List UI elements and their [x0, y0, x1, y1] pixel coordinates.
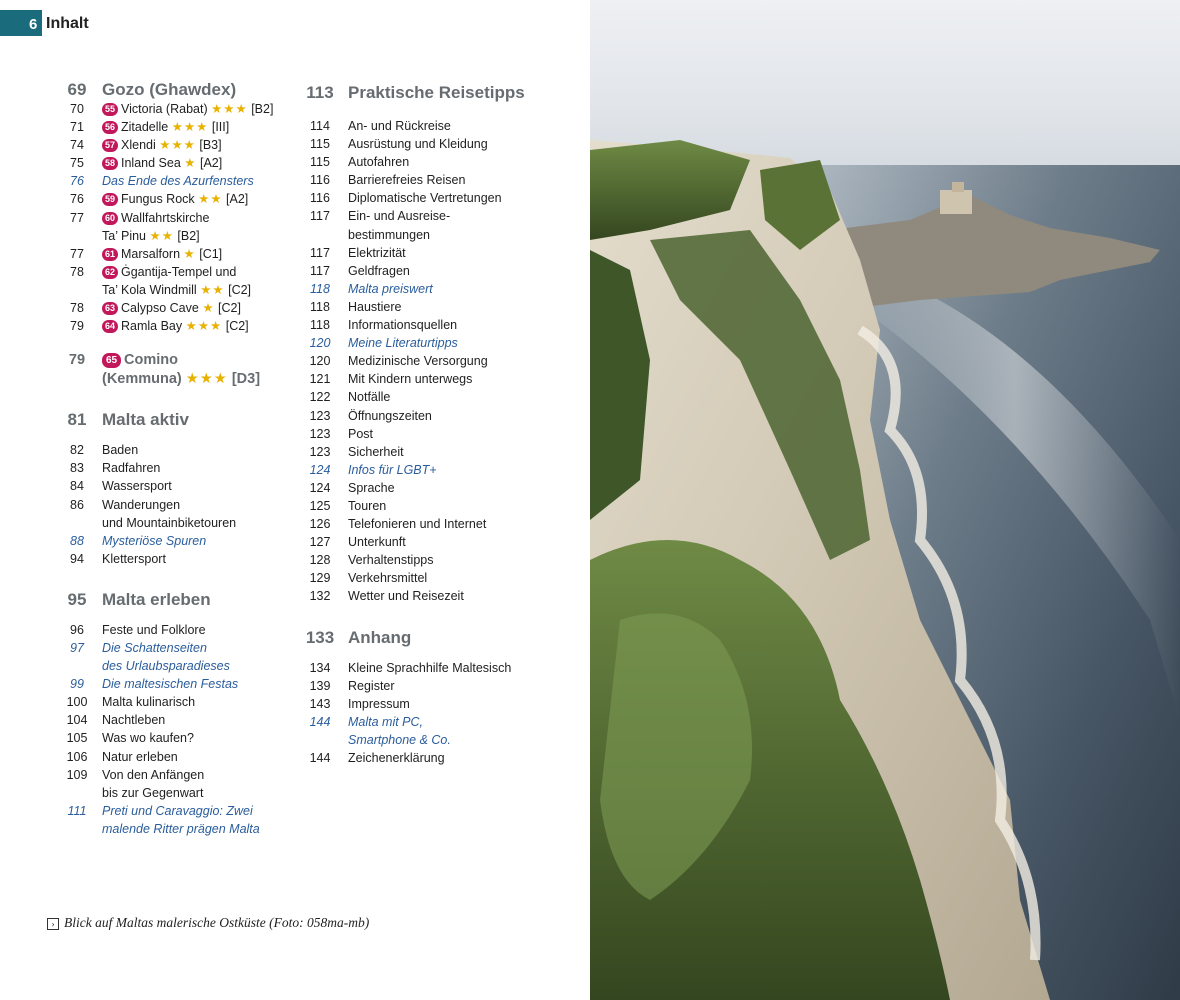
page-number: 6: [29, 16, 38, 33]
entry-title: Verhaltenstipps: [348, 553, 434, 568]
rating-stars: ★: [202, 301, 215, 316]
map-grid: [C2]: [218, 301, 241, 316]
entry-title: Xlendi: [121, 138, 156, 153]
map-grid: [B2]: [251, 102, 274, 116]
toc-entry[interactable]: [292, 659, 582, 677]
entry-title-line2: und Mountainbiketouren: [102, 515, 237, 530]
entry-page: 123: [309, 408, 331, 423]
entry-page: 129: [309, 571, 331, 586]
entry-title: Mysteriöse Spuren: [102, 533, 207, 548]
toc-entry[interactable]: [52, 748, 288, 766]
entry-title: Die maltesischen Festas: [102, 677, 239, 692]
sight-number-badge: 60: [102, 212, 118, 225]
entry-page: 121: [309, 372, 331, 387]
entry-title: Feste und Folklore: [102, 622, 206, 637]
entry-title: Sicherheit: [348, 444, 404, 459]
entry-title: Zeichenerklärung: [348, 751, 445, 765]
entry-page: 118: [310, 299, 330, 314]
distant-fort: [940, 190, 972, 214]
toc-entry[interactable]: [292, 189, 582, 207]
entry-page: 127: [309, 535, 331, 550]
sight-number-badge: 64: [102, 320, 118, 333]
toc-entry[interactable]: [52, 621, 288, 639]
rating-stars: ★: [184, 156, 197, 171]
section-title: Praktische Reisetipps: [348, 83, 525, 102]
toc-entry[interactable]: [292, 388, 582, 406]
sight-number-badge: 62: [102, 266, 118, 279]
entry-title: Mit Kindern unterwegs: [348, 372, 473, 387]
photo-caption: [47, 915, 369, 931]
toc-entry[interactable]: [52, 496, 288, 532]
toc-entry[interactable]: [52, 263, 288, 299]
rating-stars: ★★: [200, 282, 225, 297]
entry-page: 104: [66, 713, 88, 728]
entry-page: 88: [70, 533, 84, 548]
toc-entry[interactable]: [52, 459, 288, 477]
entry-page: 118: [310, 281, 330, 296]
entry-page: 70: [70, 102, 84, 116]
map-grid: [A2]: [226, 192, 249, 207]
entry-page: 143: [309, 696, 331, 711]
entry-page: 123: [309, 444, 331, 459]
toc-entry[interactable]: [292, 749, 582, 767]
entry-page: 75: [70, 156, 84, 171]
entry-page: 82: [70, 443, 84, 458]
rating-stars: ★★★: [171, 120, 209, 135]
page-title: Inhalt: [46, 15, 89, 32]
rating-stars: ★★★: [211, 102, 248, 116]
entry-title: Victoria (Rabat): [121, 102, 208, 116]
entry-title: Post: [348, 426, 374, 441]
entry-page: 99: [70, 677, 84, 692]
toc-column-right: [292, 80, 582, 767]
entry-title: Baden: [102, 443, 139, 458]
toc-section-anhang[interactable]: [292, 628, 582, 648]
entry-title: Touren: [348, 498, 387, 513]
section-title-line2: (Kemmuna): [102, 370, 182, 387]
entry-title: Notfälle: [348, 390, 391, 405]
entry-page: 84: [70, 479, 84, 494]
toc-section-praktische-reisetipps[interactable]: [292, 83, 582, 103]
section-page: 79: [68, 352, 86, 369]
section-title: Malta erleben: [102, 589, 211, 609]
entry-title-line2: malende Ritter prägen Malta: [102, 821, 260, 836]
entry-title: An- und Rückreise: [348, 119, 451, 133]
toc-section-malta-aktiv[interactable]: [52, 410, 288, 430]
entry-page: 128: [309, 553, 331, 568]
toc-entry[interactable]: [292, 479, 582, 497]
toc-entry[interactable]: [52, 729, 288, 747]
toc-entry[interactable]: [292, 171, 582, 189]
entry-page: 76: [70, 192, 84, 207]
entry-title: Unterkunft: [348, 535, 406, 550]
rating-stars: ★: [183, 246, 196, 261]
entry-title: Zitadelle: [121, 120, 169, 135]
caption-marker-icon: ›: [47, 918, 59, 930]
section-page: 95: [67, 589, 87, 609]
toc-entry[interactable]: [52, 441, 288, 459]
entry-page: 105: [66, 731, 88, 746]
entry-title: Meine Literaturtipps: [348, 336, 458, 351]
entry-title-line1: Ġgantija-Tempel und: [121, 264, 237, 279]
toc-entry-feature[interactable]: [52, 532, 288, 550]
map-grid: [B2]: [177, 228, 200, 243]
toc-entry[interactable]: [292, 244, 582, 262]
rating-stars: ★★★: [159, 138, 196, 153]
section-title: Anhang: [348, 627, 412, 647]
entry-page: 120: [309, 354, 331, 369]
entry-page: 106: [66, 749, 88, 764]
fort-tower: [952, 182, 964, 192]
map-grid: [A2]: [199, 156, 223, 171]
entry-page: 134: [309, 660, 331, 675]
entry-page: 97: [70, 640, 84, 655]
entry-title: Register: [348, 678, 395, 693]
rating-stars: ★★: [149, 228, 174, 243]
entry-page: 78: [70, 301, 84, 316]
entry-page: 115: [310, 137, 330, 152]
toc-entry[interactable]: [52, 766, 288, 802]
entry-title: Das Ende des Azurfensters: [102, 174, 254, 189]
toc-entry[interactable]: [292, 370, 582, 388]
entry-title: Ramla Bay: [121, 319, 183, 334]
toc-entry[interactable]: [292, 551, 582, 569]
entry-title: Telefonieren und Internet: [348, 517, 487, 532]
toc-entry[interactable]: [292, 533, 582, 551]
toc-section-comino[interactable]: [52, 351, 288, 388]
entry-title-line2: des Urlaubsparadieses: [102, 659, 230, 674]
toc-entry[interactable]: [292, 407, 582, 425]
toc-section-gozo[interactable]: [52, 80, 288, 100]
toc-entry[interactable]: [52, 245, 288, 263]
section-page: 69: [67, 80, 87, 99]
entry-title: Wetter und Reisezeit: [348, 589, 464, 604]
entry-title: Barrierefreies Reisen: [348, 173, 466, 188]
toc-entry-feature[interactable]: [292, 334, 582, 352]
toc-entry[interactable]: [292, 425, 582, 443]
entry-page: 124: [309, 462, 331, 477]
toc-entry[interactable]: [292, 298, 582, 316]
entry-page: 116: [310, 173, 330, 188]
entry-page: 117: [310, 263, 330, 278]
entry-title: Infos für LGBT+: [348, 462, 437, 477]
entry-title-line2: bestimmungen: [348, 227, 430, 242]
entry-page: 126: [309, 517, 331, 532]
toc-entry[interactable]: [292, 515, 582, 533]
entry-page: 132: [309, 589, 331, 604]
entry-title: Malta preiswert: [348, 281, 433, 296]
toc-entry-feature[interactable]: [292, 280, 582, 298]
map-grid: [C1]: [199, 246, 223, 261]
entry-title: Klettersport: [102, 551, 166, 566]
entry-title: Inland Sea: [121, 156, 181, 171]
entry-title-line1: Preti und Caravaggio: Zwei: [102, 803, 253, 818]
entry-title: Verkehrsmittel: [348, 571, 428, 586]
entry-page: 79: [70, 319, 84, 334]
entry-page: 74: [70, 138, 84, 153]
section-page: 133: [305, 627, 335, 647]
section-page: 113: [306, 83, 334, 102]
sight-number-badge: 59: [102, 193, 118, 206]
entry-title: Medizinische Versorgung: [348, 354, 488, 369]
toc-entry[interactable]: [52, 693, 288, 711]
sight-number-badge: 58: [102, 157, 118, 170]
toc-entry[interactable]: [292, 352, 582, 370]
toc-entry[interactable]: [52, 154, 288, 172]
entry-page: 116: [310, 191, 330, 206]
caption-text: Blick auf Maltas malerische Ostküste (Foto: 058ma-mb): [64, 915, 370, 930]
entry-page: 125: [309, 498, 331, 513]
sight-number-badge: 57: [102, 139, 118, 152]
entry-page: 77: [70, 210, 84, 225]
toc-column-left: [52, 80, 288, 838]
toc-entry[interactable]: [292, 262, 582, 280]
sight-number-badge: 55: [102, 103, 118, 116]
entry-title: Malta kulinarisch: [102, 695, 196, 710]
entry-title: Marsalforn: [121, 246, 181, 261]
coastal-cliff-photo: [590, 0, 1180, 1000]
map-grid: [D3]: [231, 370, 261, 387]
toc-entry[interactable]: [52, 711, 288, 729]
entry-page: 115: [310, 155, 330, 170]
entry-page: 124: [309, 480, 331, 495]
toc-entry[interactable]: [292, 316, 582, 334]
entry-title: Calypso Cave: [121, 301, 199, 316]
entry-title: Kleine Sprachhilfe Maltesisch: [348, 660, 512, 675]
entry-page: 123: [309, 426, 331, 441]
toc-entry[interactable]: [52, 209, 288, 245]
toc-entry[interactable]: [52, 317, 288, 335]
toc-entry-feature[interactable]: [52, 675, 288, 693]
toc-entry[interactable]: [52, 100, 288, 118]
map-grid: [C2]: [225, 319, 249, 334]
entry-page: 114: [310, 119, 330, 133]
toc-entry[interactable]: [292, 587, 582, 605]
toc-entry[interactable]: [292, 695, 582, 713]
section-page: 81: [67, 410, 87, 430]
entry-page: 78: [70, 264, 84, 279]
entry-title-line1: Ein- und Ausreise-: [348, 209, 451, 224]
section-title: Gozo (Ghawdex): [102, 80, 237, 99]
entry-title-line2: Ta’ Kola Windmill: [102, 282, 197, 297]
toc-entry[interactable]: [52, 550, 288, 568]
entry-page: 118: [310, 318, 330, 333]
entry-title: Impressum: [348, 696, 410, 711]
toc-entry[interactable]: [52, 477, 288, 495]
toc-entry-feature[interactable]: [292, 713, 582, 749]
toc-entry[interactable]: [292, 153, 582, 171]
entry-page: 117: [310, 245, 330, 260]
entry-page: 83: [70, 461, 84, 476]
toc-entry[interactable]: [292, 135, 582, 153]
entry-title: Elektrizität: [348, 245, 406, 260]
entry-page: 111: [67, 803, 87, 818]
entry-title: Natur erleben: [102, 749, 178, 764]
toc-entry[interactable]: [52, 118, 288, 136]
sight-number-badge: 61: [102, 248, 118, 261]
toc-entry-feature[interactable]: [52, 172, 288, 190]
entry-page: 139: [309, 678, 331, 693]
toc-entry[interactable]: [52, 136, 288, 154]
entry-page: 86: [70, 497, 84, 512]
entry-title: Geldfragen: [348, 263, 410, 278]
entry-title: Öffnungszeiten: [348, 408, 432, 423]
entry-page: 94: [70, 551, 84, 566]
entry-title: Nachtleben: [102, 713, 166, 728]
entry-page: 71: [70, 120, 84, 135]
entry-page: 100: [66, 695, 88, 710]
entry-title-line2: Ta’ Pinu: [102, 228, 147, 243]
entry-title-line1: Wanderungen: [102, 497, 181, 512]
entry-title: Autofahren: [348, 155, 410, 170]
toc-entry[interactable]: [292, 497, 582, 515]
entry-title-line2: Smartphone & Co.: [348, 732, 451, 747]
entry-page: 77: [70, 246, 84, 261]
entry-page: 117: [310, 209, 330, 224]
entry-page: 96: [70, 622, 84, 637]
rating-stars: ★★★: [185, 370, 228, 387]
entry-title-line1: Die Schattenseiten: [102, 640, 207, 655]
entry-title-line1: Malta mit PC,: [348, 714, 424, 729]
entry-title: Wassersport: [102, 479, 172, 494]
section-title: Malta aktiv: [102, 410, 189, 430]
toc-entry-feature[interactable]: [292, 461, 582, 479]
entry-page: 109: [66, 767, 88, 782]
entry-title-line2: bis zur Gegenwart: [102, 785, 204, 800]
entry-title: Fungus Rock: [121, 192, 195, 207]
rating-stars: ★★★: [185, 319, 223, 334]
entry-title: Ausrüstung und Kleidung: [348, 137, 488, 152]
toc-entry[interactable]: [292, 569, 582, 587]
toc-entry[interactable]: [292, 117, 582, 135]
map-grid: [C2]: [228, 282, 252, 297]
section-title-line1: Comino: [124, 352, 178, 369]
entry-page: 144: [309, 751, 331, 765]
entry-title: Was wo kaufen?: [102, 731, 194, 746]
entry-title: Diplomatische Vertretungen: [348, 191, 502, 206]
sight-number-badge: 65: [102, 353, 121, 368]
entry-title: Sprache: [348, 480, 395, 495]
entry-title: Informationsquellen: [348, 318, 458, 333]
entry-page: 122: [309, 390, 331, 405]
toc-entry[interactable]: [52, 299, 288, 317]
rating-stars: ★★: [198, 192, 223, 207]
entry-title: Radfahren: [102, 461, 161, 476]
entry-title-line1: Von den Anfängen: [102, 767, 205, 782]
entry-page: 120: [309, 336, 331, 351]
toc-entry[interactable]: [292, 677, 582, 695]
entry-page: 76: [70, 174, 84, 189]
entry-title: Haustiere: [348, 299, 402, 314]
entry-page: 144: [309, 714, 331, 729]
map-grid: [B3]: [199, 138, 222, 153]
sight-number-badge: 63: [102, 302, 118, 315]
entry-title-line1: Wallfahrtskirche: [121, 210, 210, 225]
toc-entry-feature[interactable]: [52, 639, 288, 675]
toc-section-malta-erleben[interactable]: [52, 590, 288, 610]
map-grid: [III]: [211, 120, 230, 135]
toc-entry[interactable]: [52, 190, 288, 208]
toc-entry-feature[interactable]: [52, 802, 288, 838]
toc-entry[interactable]: [292, 207, 582, 243]
toc-entry[interactable]: [292, 443, 582, 461]
sight-number-badge: 56: [102, 121, 118, 134]
